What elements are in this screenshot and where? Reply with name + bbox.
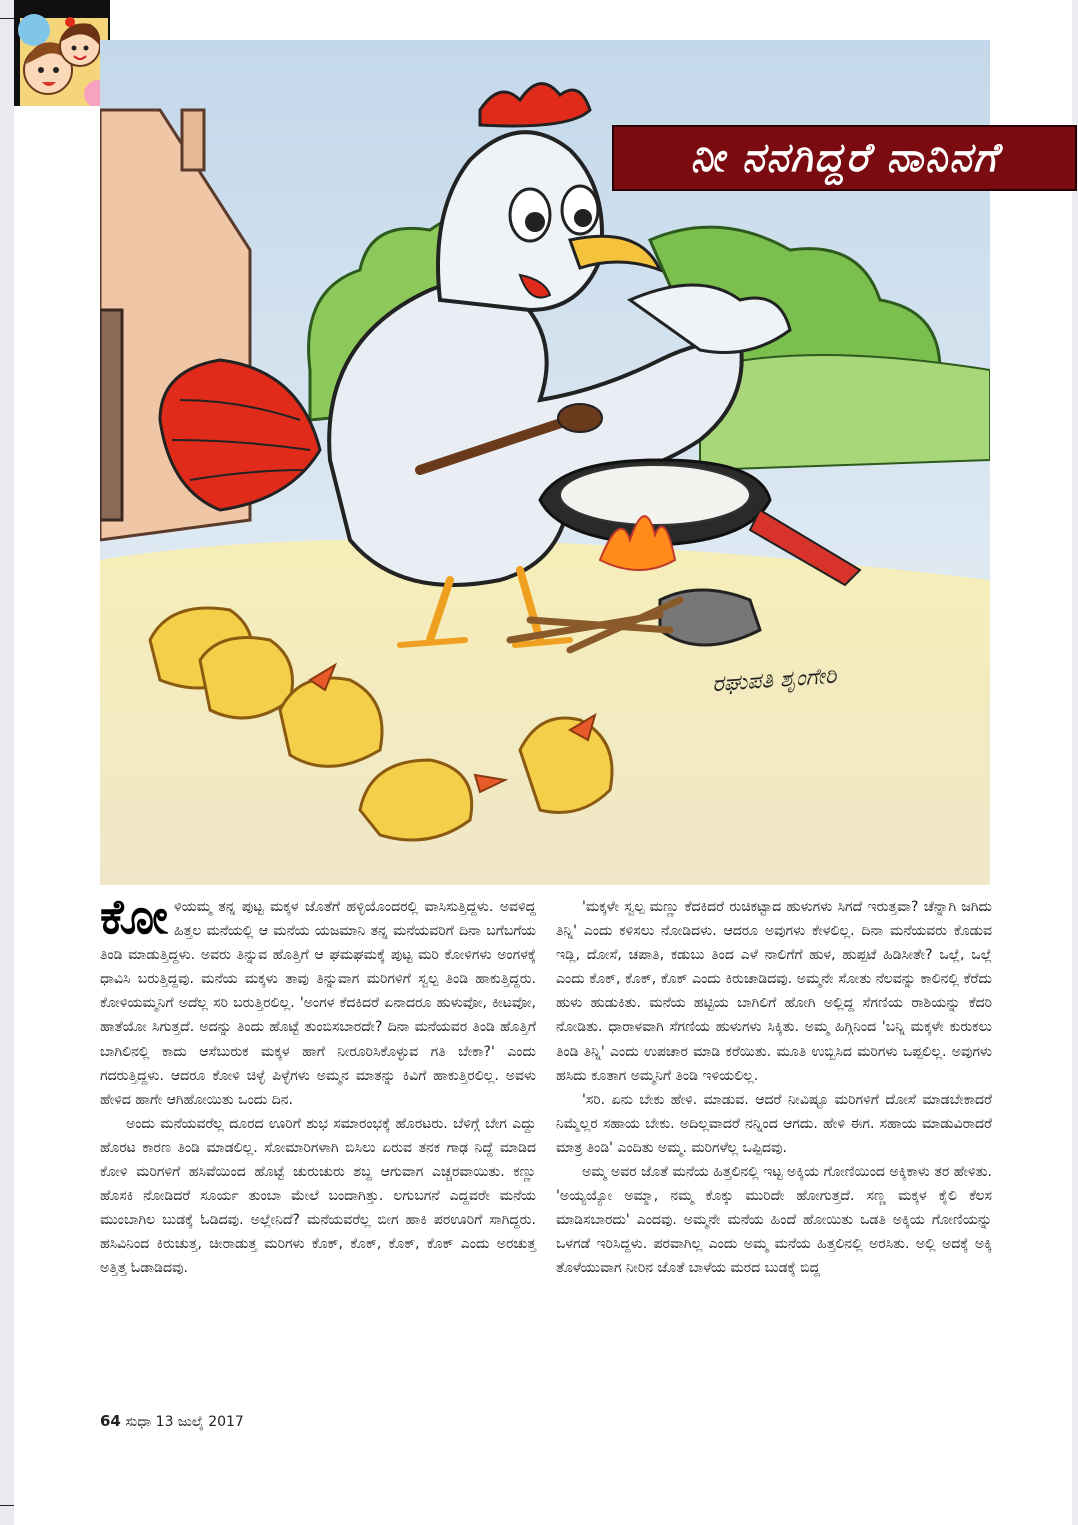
section-logo [14,0,110,106]
issue-date: 13 ಜುಲೈ 2017 [155,1414,244,1430]
crop-mark-top-left [0,18,14,19]
story-title-banner [612,125,1077,191]
story-title: ನೀ ನನಗಿದ್ದರೆ ನಾನಿನಗೆ [690,135,999,181]
article-column-right [556,895,992,1281]
article-paragraph: 'ಮಕ್ಕಳೇ ಸ್ವಲ್ಪ ಮಣ್ಣು ಕೆದಕಿದರೆ ರುಚಿಕಟ್ಟಾದ ಹುಳುಗಳು ಸಿಗದೆ ಇರುತ್ತವಾ? ಚೆನ್ನಾಗಿ ಜಗಿದು ತಿನ್ನಿ' ಎಂದು ಕಳಿಸಲು ನೋಡಿದಳು. ಆದರೂ ಅವುಗಳು ಕೇಳಲಿಲ್ಲ. ದಿನಾ ಮನೆಯವರು ಕೊಡುವ ಇಡ್ಲಿ, ದೋಸೆ, ಚಪಾತಿ, ಕಡುಬು ತಿಂದ ಎಳೆ ನಾಲಿಗೆಗೆ ಹುಳ, ಹುಪ್ಪಟೆ ಹಿಡಿಸೀತೇ? ಒಲ್ಲೆ, ಒಲ್ಲೆ ಎಂದು ಕೊಕ್, ಕೊಕ್, ಕೊಕ್ ಎಂದು ಕಿರುಚಾಡಿದವು. ಅಮ್ಮನೇ ಸೋತು ನೆಲವನ್ನು ಕಾಲಿನಲ್ಲಿ ಕೆರೆದು ಹುಳು ಹುಡುಕಿತು. ಮನೆಯ ಹಟ್ಟಿಯ ಬಾಗಿಲಿಗೆ ಹೋಗಿ ಅಲ್ಲಿದ್ದ ಸೆಗಣಿಯ ರಾಶಿಯನ್ನು ಕೆದರಿ ನೋಡಿತು. ಧಾರಾಳವಾಗಿ ಸೆಗಣಿಯ ಹುಳುಗಳು ಸಿಕ್ಕಿತು. ಅಮ್ಮ ಹಿಗ್ಗಿನಿಂದ 'ಬನ್ನಿ ಮಕ್ಕಳೇ ಕುರುಕಲು ತಿಂಡಿ ತಿನ್ನಿ' ಎಂದು ಉಪಚಾರ ಮಾಡಿ ಕರೆಯಿತು. ಮೂತಿ ಉಬ್ಬಿಸಿದ ಮರಿಗಳು ಒಪ್ಪಲಿಲ್ಲ. ಅವುಗಳು ಹಸಿದು ಕೂತಾಗ ಅಮ್ಮನಿಗೆ ತಿಂಡಿ ಇಳಿಯಲಿಲ್ಲ. [556,899,992,1084]
paragraph-text: ಳಿಯಮ್ಮ ತನ್ನ ಪುಟ್ಟ ಮಕ್ಕಳ ಜೊತೆಗೆ ಹಳ್ಳಿಯೊಂದರಲ್ಲಿ ವಾಸಿಸುತ್ತಿದ್ದಳು. ಅವಳಿದ್ದ ಹಿತ್ತಲ ಮನೆಯಲ್ಲಿ ಆ ಮನೆಯ ಯಜಮಾನಿ ತನ್ನ ಮನೆಯವರಿಗೆ ದಿನಾ ಬಗೆಬಗೆಯ ತಿಂಡಿ ಮಾಡುತ್ತಿದ್ದಳು. ಅವರು ತಿನ್ನುವ ಹೊತ್ತಿಗೆ ಆ ಘಮಘಮಕ್ಕೆ ಪುಟ್ಟ ಮರಿ ಕೋಳಿಗಳು ಅಂಗಳಕ್ಕೆ ಧಾವಿಸಿ ಬರುತ್ತಿದ್ದವು. ಮನೆಯ ಮಕ್ಕಳು ತಾವು ತಿನ್ನುವಾಗ ಮರಿಗಳಿಗೆ ಸ್ವಲ್ಪ ತಿಂಡಿ ಹಾಕುತ್ತಿದ್ದರು. ಕೋಳಿಯಮ್ಮನಿಗೆ ಅದೆಲ್ಲ ಸರಿ ಬರುತ್ತಿರಲಿಲ್ಲ. 'ಅಂಗಳ ಕೆದಕಿದರೆ ಏನಾದರೂ ಹುಳುವೋ, ಕೀಟವೋ, ಹಾತೆಯೋ ಸಿಗುತ್ತದೆ. ಅದನ್ನು ತಿಂದು ಹೊಟ್ಟೆ ತುಂಬಿಸಬಾರದೇ? ದಿನಾ ಮನೆಯವರ ತಿಂಡಿ ಹೊತ್ತಿಗೆ ಬಾಗಿಲಿನಲ್ಲಿ ಕಾದು ಆಸೆಬುರುಕ ಮಕ್ಕಳ ಹಾಗೆ ನೀರೂರಿಸಿಕೊಳ್ಳುವ ಗತಿ ಬೇಕಾ?' ಎಂದು ಗದರುತ್ತಿದ್ದಳು. ಆದರೂ ಕೋಳಿ ಚಿಳ್ಳೆ ಪಿಳ್ಳೆಗಳು ಅಮ್ಮನ ಮಾತನ್ನು ಕಿವಿಗೆ ಹಾಕುತ್ತಿರಲಿಲ್ಲ. ಅವಳು ಹೇಳಿದ ಹಾಗೇ ಆಗಿಹೋಯಿತು ಒಂದು ದಿನ. [100,899,536,1108]
magazine-name: ಸುಧಾ [125,1414,152,1430]
right-margin-strip [1072,0,1078,1525]
drop-cap: ಕೋ [100,889,168,945]
artist-signature: ರಘುಪತಿ ಶೃಂಗೇರಿ [711,663,838,698]
crop-mark-bottom-left [0,1505,14,1506]
page-number: 64 [100,1412,121,1430]
article-paragraph: 'ಸರಿ. ಏನು ಬೇಕು ಹೇಳಿ. ಮಾಡುವ. ಆದರೆ ನೀವಿಷ್ಟೂ ಮರಿಗಳಿಗೆ ದೋಸೆ ಮಾಡಬೇಕಾದರೆ ನಿಮ್ಮೆಲ್ಲರ ಸಹಾಯ ಬೇಕು. ಅದಿಲ್ಲವಾದರೆ ನನ್ನಿಂದ ಆಗದು. ಹೇಳಿ ಈಗ. ಸಹಾಯ ಮಾಡುವಿರಾದರೆ ಮಾತ್ರ ತಿಂಡಿ' ಎಂದಿತು ಅಮ್ಮ. ಮರಿಗಳೆಲ್ಲ ಒಪ್ಪಿದವು. [556,1091,992,1156]
article-paragraph: ಅಂದು ಮನೆಯವರೆಲ್ಲ ದೂರದ ಊರಿಗೆ ಶುಭ ಸಮಾರಂಭಕ್ಕೆ ಹೊರಟರು. ಬೆಳಿಗ್ಗೆ ಬೇಗ ಎದ್ದು ಹೊರಟ ಕಾರಣ ತಿಂಡಿ ಮಾಡಲಿಲ್ಲ. ಸೋಮಾರಿಗಳಾಗಿ ಬಿಸಿಲು ಏರುವ ತನಕ ಗಾಢ ನಿದ್ದೆ ಮಾಡಿದ ಕೋಳಿ ಮರಿಗಳಿಗೆ ಹಸಿವೆಯಿಂದ ಹೊಟ್ಟೆ ಚುರುಚುರು ಶಬ್ದ ಆಗುವಾಗ ಎಚ್ಚರವಾಯಿತು. ಕಣ್ಣು ಹೊಸಕಿ ನೋಡಿದರೆ ಸೂರ್ಯ ತುಂಬಾ ಮೇಲೆ ಬಂದಾಗಿತ್ತು. ಲಗುಬಗನೆ ಎದ್ದವರೇ ಮನೆಯ ಮುಂಬಾಗಿಲ ಬುಡಕ್ಕೆ ಓಡಿದವು. ಅಲ್ಲೇನಿದೆ? ಮನೆಯವರೆಲ್ಲ ಬೀಗ ಹಾಕಿ ಪರಊರಿಗೆ ಸಾಗಿದ್ದರು. ಹಸಿವಿನಿಂದ ಕಿರುಚುತ್ತ, ಚೀರಾಡುತ್ತ ಮರಿಗಳು ಕೊಕ್, ಕೊಕ್, ಕೊಕ್, ಕೊಕ್ ಎಂದು ಅರಚುತ್ತ ಅತ್ತಿತ್ತ ಓಡಾಡಿದವು. [100,1115,536,1277]
article-paragraph [100,889,536,1112]
article-paragraph: ಅಮ್ಮ ಅವರ ಜೊತೆ ಮನೆಯ ಹಿತ್ತಲಿನಲ್ಲಿ ಇಟ್ಟ ಅಕ್ಕಿಯ ಗೋಣಿಯಿಂದ ಅಕ್ಕಿಕಾಳು ತರ ಹೇಳಿತು. 'ಅಯ್ಯಯ್ಯೋ ಅಮ್ಮಾ, ನಮ್ಮ ಕೊಕ್ಕು ಮುರಿದೇ ಹೋಗುತ್ತದೆ. ಸಣ್ಣ ಮಕ್ಕಳ ಕೈಲಿ ಕೆಲಸ ಮಾಡಿಸಬಾರದು' ಎಂದವು. ಅಮ್ಮನೇ ಮನೆಯ ಹಿಂದೆ ಹೋಯಿತು ಒಡತಿ ಅಕ್ಕಿಯ ಗೋಣಿಯನ್ನು ಒಳಗಡೆ ಇರಿಸಿದ್ದಳು. ಪರವಾಗಿಲ್ಲ ಎಂದು ಅಮ್ಮ ಮನೆಯ ಹಿತ್ತಲಿನಲ್ಲಿ ಅರಸಿತು. ಅಲ್ಲಿ ಅದಕ್ಕೆ ಅಕ್ಕಿ ತೊಳೆಯುವಾಗ ನೀರಿನ ಜೊತೆ ಬಾಳೆಯ ಮರದ ಬುಡಕ್ಕೆ ಬಿದ್ದ [556,1164,992,1277]
article-column-left [100,889,536,1281]
page-folio [100,1412,244,1430]
left-margin-strip [0,0,14,1525]
